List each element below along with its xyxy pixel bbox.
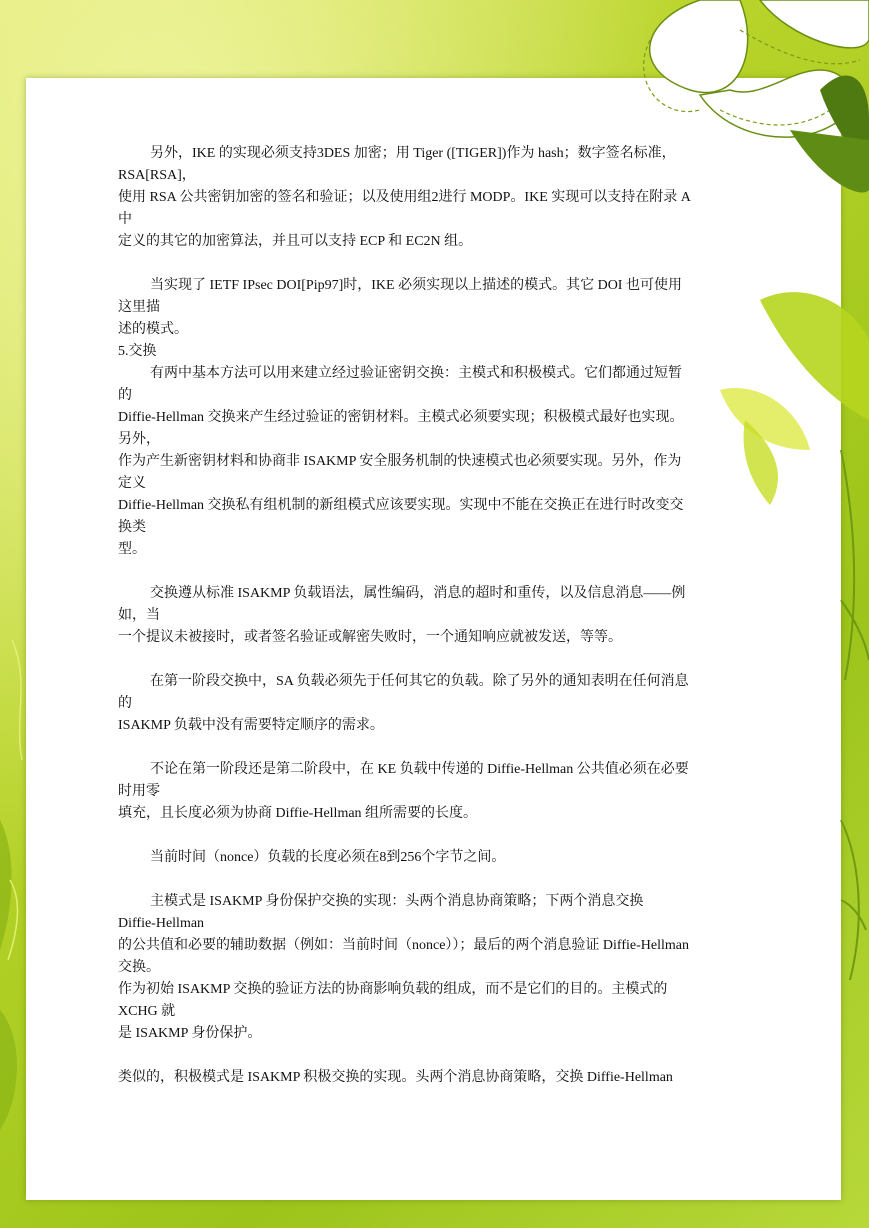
paragraph	[118, 143, 738, 275]
text-line: 作为产生新密钥材料和协商非 ISAKMP 安全服务机制的快速模式也必须要实现。另外，作为	[118, 454, 682, 469]
text-line: 类似的，积极模式是 ISAKMP 积极交换的实现。头两个消息协商策略，交换 Diffie-Hellman	[118, 1070, 673, 1085]
text-line: 中	[118, 212, 132, 227]
text-line: 当前时间（nonce）负载的长度必须在8到256个字节之间。	[150, 850, 506, 865]
paragraph-gap	[118, 649, 738, 671]
text-line: 5.交换	[118, 344, 157, 359]
paragraph-gap	[118, 1045, 738, 1067]
text-line: 不论在第一阶段还是第二阶段中，在 KE 负载中传递的 Diffie-Hellman 公共值必须在必要	[150, 762, 689, 777]
text-line: ISAKMP 负载中没有需要特定顺序的需求。	[118, 718, 384, 733]
text-line: 另外，	[118, 432, 160, 447]
text-line: 使用 RSA 公共密钥加密的签名和验证；以及使用组2进行 MODP。IKE 实现可以支持在附录 A	[118, 190, 691, 205]
text-line: Diffie-Hellman 交换来产生经过验证的密钥材料。主模式必须要实现；积极模式最好也实现。	[118, 410, 684, 425]
text-line: 如，当	[118, 608, 160, 623]
text-line: 交换。	[118, 960, 160, 975]
text-line: 在第一阶段交换中，SA 负载必须先于任何其它的负载。除了另外的通知表明在任何消息	[150, 674, 689, 689]
text-line: RSA[RSA]，	[118, 168, 196, 183]
text-line: 一个提议未被接时，或者签名验证或解密失败时，一个通知响应就被发送，等等。	[118, 630, 622, 645]
paragraph	[118, 847, 738, 891]
text-line: 定义的其它的加密算法，并且可以支持 ECP 和 EC2N 组。	[118, 234, 473, 249]
text-line: 换类	[118, 520, 146, 535]
text-line: 作为初始 ISAKMP 交换的验证方法的协商影响负载的组成，而不是它们的目的。主模式的	[118, 982, 668, 997]
paragraph	[118, 363, 738, 583]
text-line: 的公共值和必要的辅助数据（例如：当前时间（nonce））；最后的两个消息验证 Diffie-Hellman	[118, 938, 689, 953]
text-line: Diffie-Hellman 交换私有组机制的新组模式应该要实现。实现中不能在交换正在进行时改变交	[118, 498, 684, 513]
text-line: 是 ISAKMP 身份保护。	[118, 1026, 262, 1041]
paragraph	[118, 671, 738, 759]
paragraph	[118, 341, 738, 363]
document-body	[118, 143, 738, 1089]
paragraph-gap	[118, 561, 738, 583]
text-line: 型。	[118, 542, 146, 557]
paragraph	[118, 759, 738, 847]
text-line: XCHG 就	[118, 1004, 176, 1019]
text-line: 另外，IKE 的实现必须支持3DES 加密；用 Tiger ([TIGER])作为 hash；数字签名标准，	[150, 146, 676, 161]
text-line: 的	[118, 696, 132, 711]
paragraph-gap	[118, 737, 738, 759]
paragraph	[118, 891, 738, 1067]
text-line: Diffie-Hellman	[118, 916, 205, 931]
text-line: 交换遵从标准 ISAKMP 负载语法，属性编码，消息的超时和重传，以及信息消息——例	[150, 586, 686, 601]
text-line: 的	[118, 388, 132, 403]
text-line: 填充，且长度必须为协商 Diffie-Hellman 组所需要的长度。	[118, 806, 478, 821]
paragraph	[118, 1067, 738, 1089]
text-line: 有两中基本方法可以用来建立经过验证密钥交换：主模式和积极模式。它们都通过短暂	[150, 366, 682, 381]
paragraph-gap	[118, 253, 738, 275]
text-line: 时用零	[118, 784, 160, 799]
paragraph	[118, 275, 738, 341]
paragraph-gap	[118, 825, 738, 847]
paragraph-gap	[118, 869, 738, 891]
paragraph	[118, 583, 738, 671]
text-line: 这里描	[118, 300, 160, 315]
text-line: 主模式是 ISAKMP 身份保护交换的实现：头两个消息协商策略；下两个消息交换	[150, 894, 644, 909]
text-line: 述的模式。	[118, 322, 188, 337]
text-line: 定义	[118, 476, 146, 491]
text-line: 当实现了 IETF IPsec DOI[Pip97]时，IKE 必须实现以上描述的模式。其它 DOI 也可使用	[150, 278, 682, 293]
